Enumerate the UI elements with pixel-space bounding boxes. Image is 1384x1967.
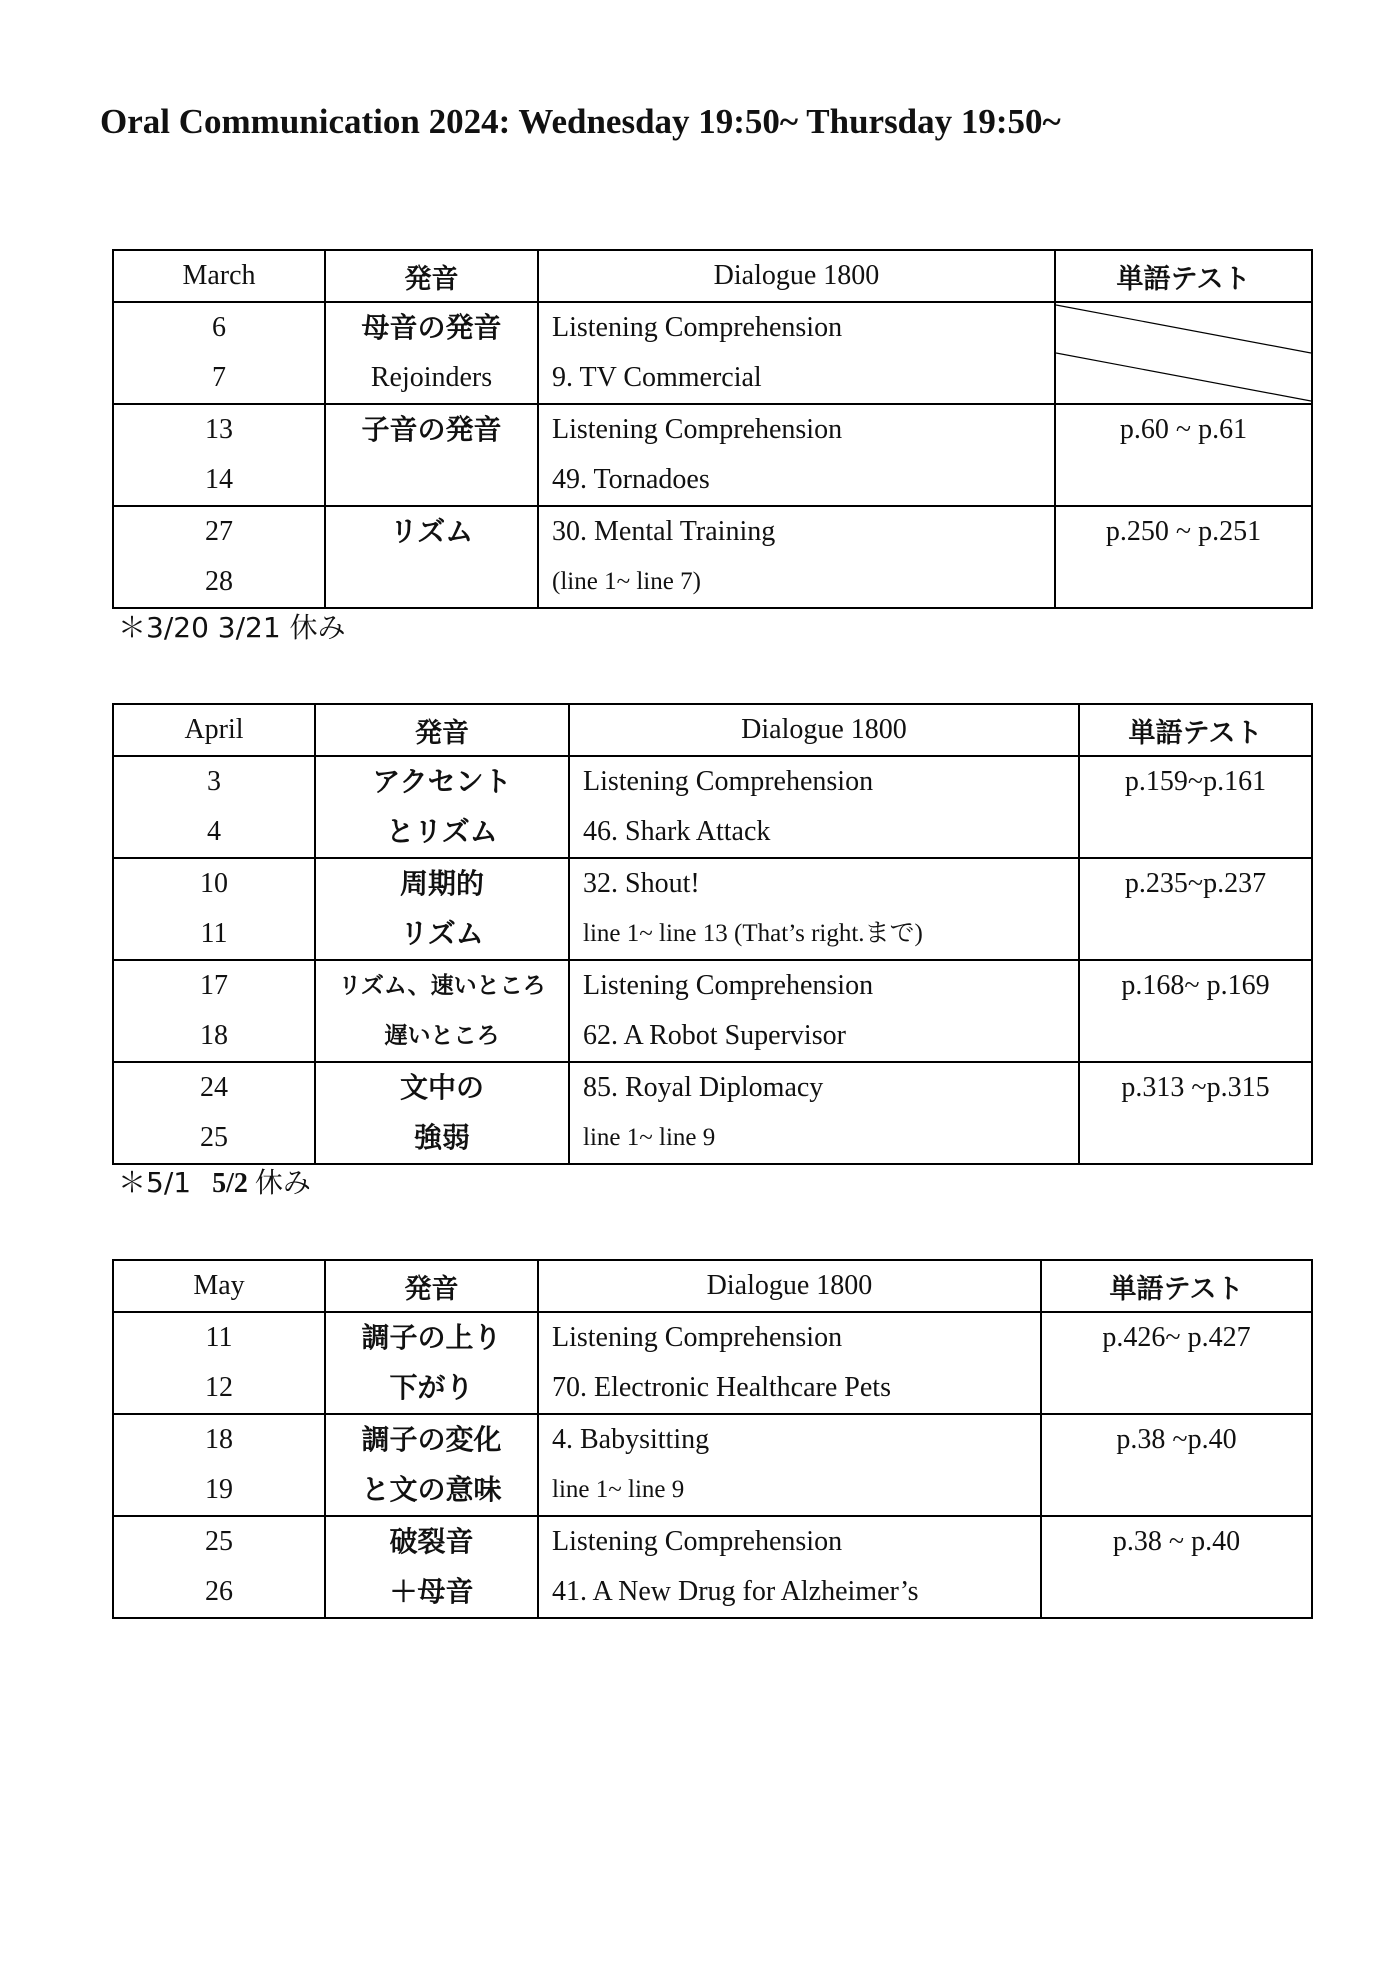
vocab-test-cell: p.38 ~ p.40 xyxy=(1041,1516,1312,1618)
pronunciation-cell: 調子の上り 下がり xyxy=(325,1312,538,1414)
vocab-test-cell: p.250 ~ p.251 xyxy=(1055,506,1312,608)
table-row xyxy=(113,960,1312,1062)
march-schedule-table xyxy=(112,249,1313,609)
vocab-test-cell: p.235~p.237 xyxy=(1079,858,1312,960)
pronunciation-cell: 調子の変化 と文の意味 xyxy=(325,1414,538,1516)
vocab-test-cell: p.168~ p.169 xyxy=(1079,960,1312,1062)
vocab-test-cell: p.159~p.161 xyxy=(1079,756,1312,858)
table-row xyxy=(113,1062,1312,1164)
dialogue-cell: 30. Mental Training (line 1~ line 7) xyxy=(538,506,1055,608)
march-holiday-note: ＊3/20 3/21 休み xyxy=(118,611,346,644)
table-row xyxy=(113,506,1312,608)
dialogue-header: Dialogue 1800 xyxy=(538,1260,1041,1312)
dialogue-cell: Listening Comprehension 62. A Robot Supervisor xyxy=(569,960,1079,1062)
dates-cell: 24 25 xyxy=(113,1062,315,1164)
dialogue-cell: Listening Comprehension 70. Electronic Healthcare Pets xyxy=(538,1312,1041,1414)
vocab-test-cell: p.38 ~p.40 xyxy=(1041,1414,1312,1516)
pronunciation-header: 発音 xyxy=(325,1260,538,1312)
vocab-test-cell: p.60 ~ p.61 xyxy=(1055,404,1312,506)
pronunciation-cell: リズム xyxy=(325,506,538,608)
page-title: Oral Communication 2024: Wednesday 19:50~ Thursday 19:50~ xyxy=(100,102,1061,141)
pronunciation-cell: リズム、速いところ 遅いところ xyxy=(315,960,569,1062)
dialogue-header: Dialogue 1800 xyxy=(569,704,1079,756)
dialogue-cell: Listening Comprehension 46. Shark Attack xyxy=(569,756,1079,858)
table-row xyxy=(113,404,1312,506)
dates-cell: 13 14 xyxy=(113,404,325,506)
vocab-test-cell: p.426~ p.427 xyxy=(1041,1312,1312,1414)
dialogue-header: Dialogue 1800 xyxy=(538,250,1055,302)
table-header-row xyxy=(113,1260,1312,1312)
table-row xyxy=(113,302,1312,404)
diagonal-strike-lines xyxy=(1056,303,1311,403)
pronunciation-cell: 周期的 リズム xyxy=(315,858,569,960)
table-row xyxy=(113,756,1312,858)
month-header: April xyxy=(113,704,315,756)
dates-cell: 27 28 xyxy=(113,506,325,608)
dates-cell: 17 18 xyxy=(113,960,315,1062)
april-schedule-table xyxy=(112,703,1313,1165)
pronunciation-cell: 破裂音 ＋母音 xyxy=(325,1516,538,1618)
dates-cell: 25 26 xyxy=(113,1516,325,1618)
pronunciation-cell: 子音の発音 xyxy=(325,404,538,506)
dates-cell: 11 12 xyxy=(113,1312,325,1414)
table-row xyxy=(113,1312,1312,1414)
dialogue-cell: 4. Babysitting line 1~ line 9 xyxy=(538,1414,1041,1516)
vocab-test-header: 単語テスト xyxy=(1055,250,1312,302)
april-holiday-note: ＊5/1 5/2 休み xyxy=(118,1166,311,1199)
dialogue-cell: Listening Comprehension 41. A New Drug for Alzheimer’s xyxy=(538,1516,1041,1618)
pronunciation-cell: 母音の発音 Rejoinders xyxy=(325,302,538,404)
pronunciation-header: 発音 xyxy=(325,250,538,302)
dates-cell: 6 7 xyxy=(113,302,325,404)
dialogue-cell: Listening Comprehension 49. Tornadoes xyxy=(538,404,1055,506)
table-header-row xyxy=(113,704,1312,756)
vocab-test-header: 単語テスト xyxy=(1079,704,1312,756)
month-header: March xyxy=(113,250,325,302)
dates-cell: 3 4 xyxy=(113,756,315,858)
dates-cell: 10 11 xyxy=(113,858,315,960)
vocab-test-cell-empty xyxy=(1055,302,1312,404)
dates-cell: 18 19 xyxy=(113,1414,325,1516)
pronunciation-cell: 文中の 強弱 xyxy=(315,1062,569,1164)
dialogue-cell: Listening Comprehension 9. TV Commercial xyxy=(538,302,1055,404)
table-header-row xyxy=(113,250,1312,302)
table-row xyxy=(113,1516,1312,1618)
may-schedule-table xyxy=(112,1259,1313,1619)
vocab-test-header: 単語テスト xyxy=(1041,1260,1312,1312)
table-row xyxy=(113,858,1312,960)
dialogue-cell: 85. Royal Diplomacy line 1~ line 9 xyxy=(569,1062,1079,1164)
vocab-test-cell: p.313 ~p.315 xyxy=(1079,1062,1312,1164)
dialogue-cell: 32. Shout! line 1~ line 13 (That’s right.まで) xyxy=(569,858,1079,960)
table-row xyxy=(113,1414,1312,1516)
month-header: May xyxy=(113,1260,325,1312)
pronunciation-header: 発音 xyxy=(315,704,569,756)
pronunciation-cell: アクセント とリズム xyxy=(315,756,569,858)
